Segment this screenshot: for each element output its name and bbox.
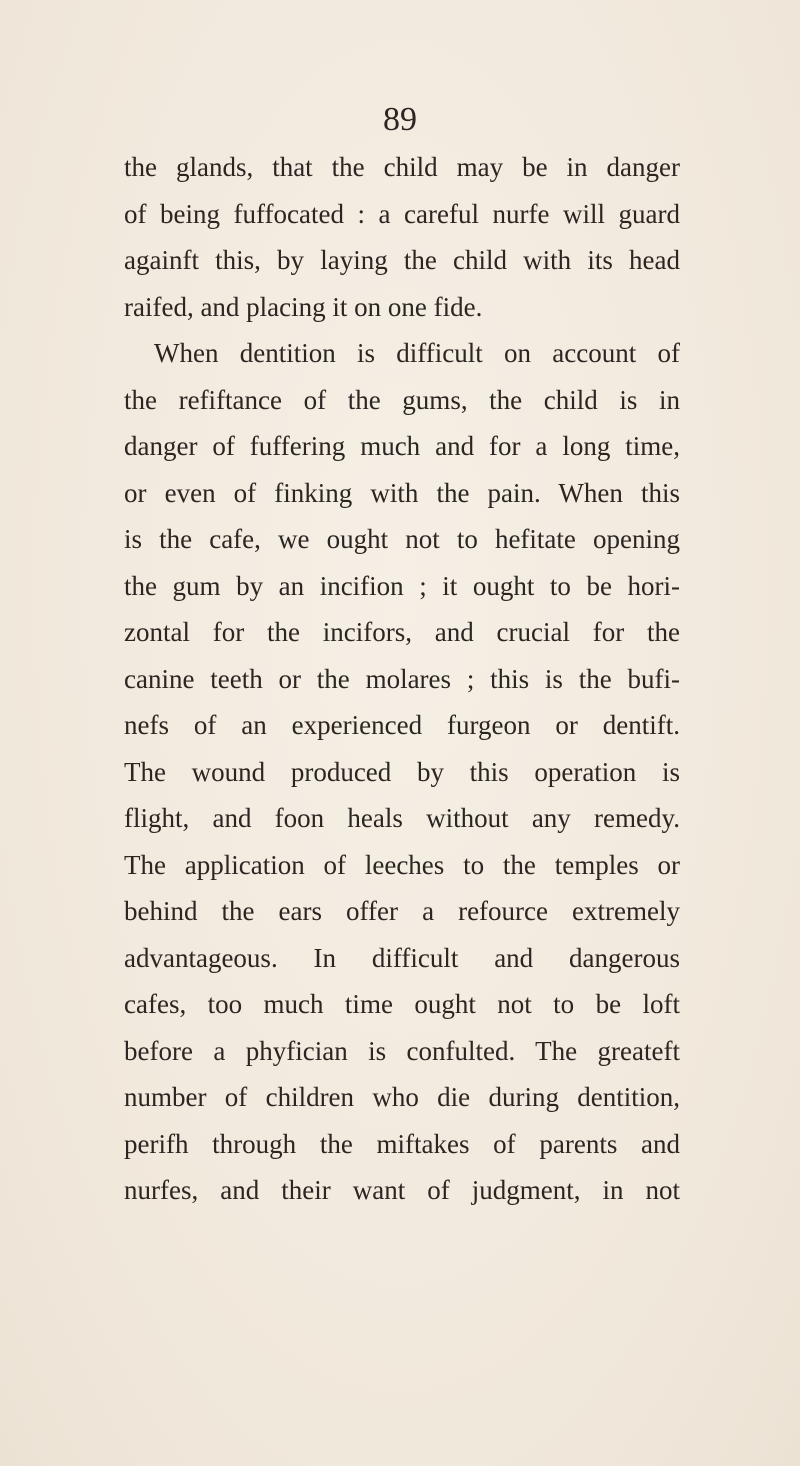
text-line: perifh through the miftakes of parents and [124, 1128, 680, 1159]
text-line: The wound produced by this operation is [124, 756, 680, 787]
text-line: When dentition is difficult on account of [154, 338, 680, 368]
text-line: canine teeth or the molares ; this is the bufi- [124, 663, 680, 694]
text-line: the glands, that the child may be in danger [124, 152, 680, 182]
text-line: cafes, too much time ought not to be loft [124, 989, 680, 1019]
text-line: flight, and foon heals without any remedy. [124, 803, 680, 833]
text-line: nurfes, and their want of judgment, in not [124, 1175, 680, 1205]
page-number: 89 [383, 101, 417, 138]
text-line: danger of fuffering much and for a long time, [124, 431, 680, 461]
text-line: advantageous. In difficult and dangerous [124, 942, 680, 973]
text-line: nefs of an experienced furgeon or dentift. [124, 710, 680, 740]
text-line: of being fuffocated : a careful nurfe will guard [124, 198, 680, 229]
text-line: before a phyfician is confulted. The greateft [124, 1035, 680, 1066]
text-line: or even of finking with the pain. When this [124, 477, 680, 508]
text-line: raifed, and placing it on one fide. [124, 291, 483, 322]
text-line: is the cafe, we ought not to hefitate opening [124, 524, 680, 554]
text-line: zontal for the incifors, and crucial for the [124, 617, 680, 647]
text-line: behind the ears offer a refource extremely [124, 896, 680, 926]
text-line: The application of leeches to the temples or [124, 849, 680, 880]
text-line: the gum by an incifion ; it ought to be hori- [124, 570, 680, 601]
body-text [124, 144, 680, 1214]
text-line: the refiftance of the gums, the child is in [124, 384, 680, 415]
text-line: againft this, by laying the child with its head [124, 245, 680, 275]
text-line: number of children who die during dentition, [124, 1082, 680, 1112]
